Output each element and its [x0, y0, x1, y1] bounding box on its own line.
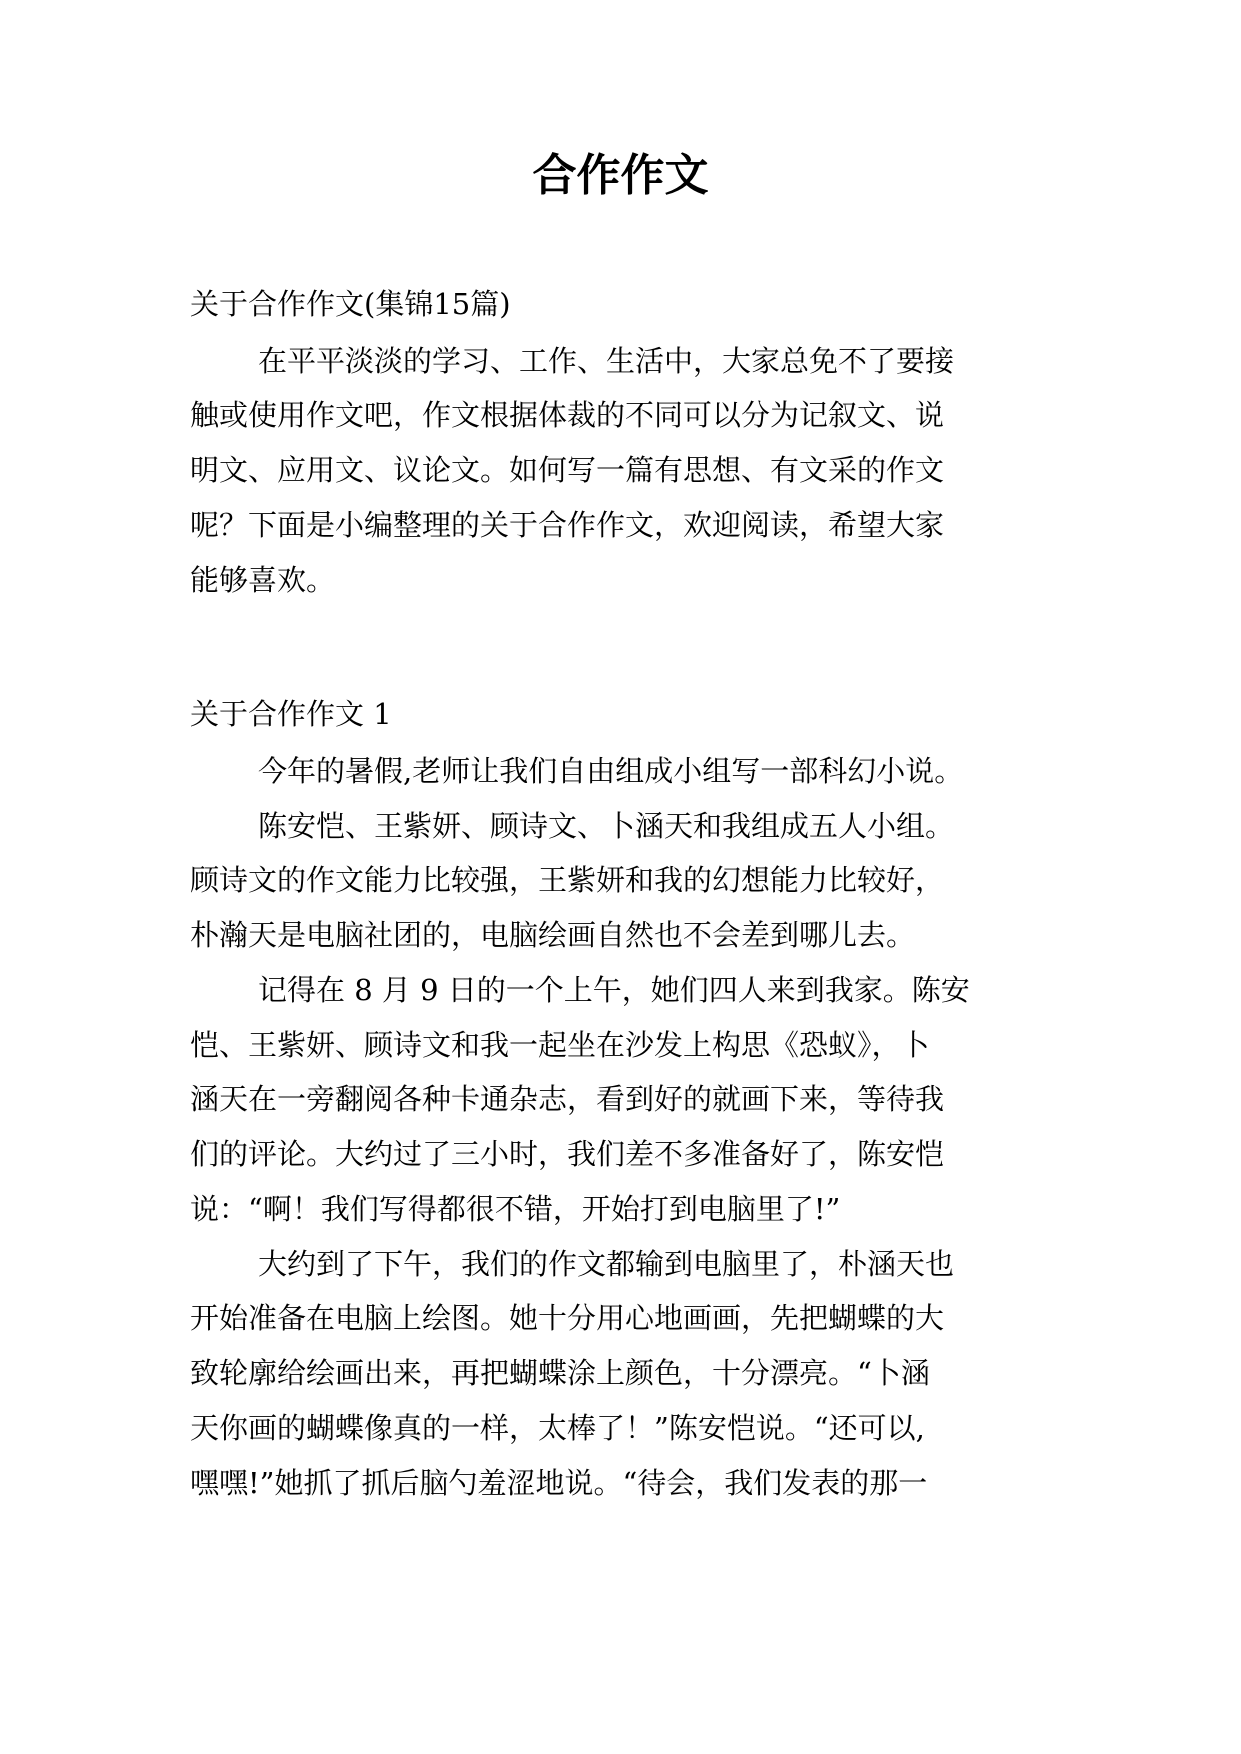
intro-line: 明文、应用文、议论文。如何写一篇有思想、有文采的作文	[190, 453, 945, 487]
intro-line: 呢？下面是小编整理的关于合作作文，欢迎阅读，希望大家	[190, 508, 945, 542]
body-line: 天你画的蝴蝶像真的一样，太棒了！”陈安恺说。“还可以,	[190, 1411, 925, 1445]
body-line: 大约到了下午，我们的作文都输到电脑里了，朴涵天也	[258, 1247, 955, 1281]
document-title: 合作作文	[532, 150, 709, 201]
body-line: 陈安恺、王紫妍、顾诗文、卜涵天和我组成五人小组。	[258, 809, 955, 843]
body-line: 今年的暑假,老师让我们自由组成小组写一部科幻小说。	[258, 754, 964, 788]
body-line: 说：“啊！我们写得都很不错，开始打到电脑里了!”	[190, 1192, 841, 1226]
body-line: 致轮廓给绘画出来，再把蝴蝶涂上颜色，十分漂亮。“卜涵	[190, 1356, 930, 1390]
document-subtitle: 关于合作作文(集锦15篇)	[190, 287, 511, 321]
body-line: 嘿嘿!”她抓了抓后脑勺羞涩地说。“待会，我们发表的那一	[190, 1466, 928, 1500]
body-line: 顾诗文的作文能力比较强，王紫妍和我的幻想能力比较好，	[190, 863, 945, 897]
body-line: 们的评论。大约过了三小时，我们差不多准备好了，陈安恺	[190, 1137, 945, 1171]
section-heading: 关于合作作文 1	[190, 697, 392, 731]
intro-line: 触或使用作文吧，作文根据体裁的不同可以分为记叙文、说	[190, 398, 945, 432]
body-line: 开始准备在电脑上绘图。她十分用心地画画，先把蝴蝶的大	[190, 1301, 945, 1335]
intro-line: 能够喜欢。	[190, 563, 336, 597]
body-line: 恺、王紫妍、顾诗文和我一起坐在沙发上构思《恐蚁》，卜	[190, 1028, 930, 1062]
body-line: 朴瀚天是电脑社团的，电脑绘画自然也不会差到哪儿去。	[190, 918, 916, 952]
body-line: 记得在 8 月 9 日的一个上午，她们四人来到我家。陈安	[258, 973, 970, 1007]
body-line: 涵天在一旁翻阅各种卡通杂志，看到好的就画下来，等待我	[190, 1082, 945, 1116]
intro-line: 在平平淡淡的学习、工作、生活中，大家总免不了要接	[258, 344, 955, 378]
